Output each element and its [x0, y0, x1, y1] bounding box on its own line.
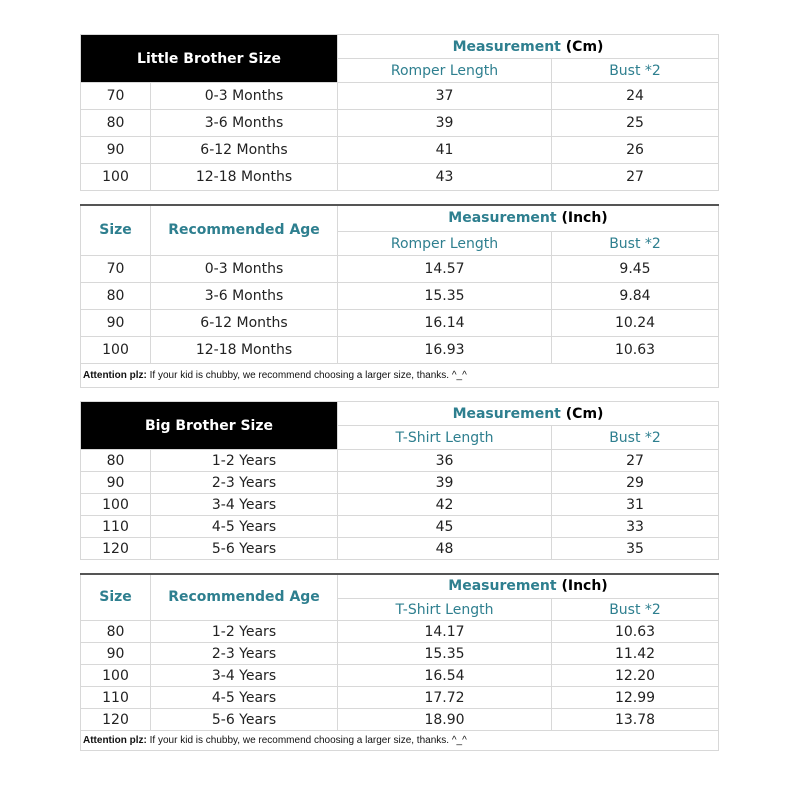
recommended-age-header: Recommended Age	[151, 574, 338, 621]
little-cm-rows	[81, 83, 719, 191]
little-inch-section	[81, 205, 719, 256]
age-cell: 5-6 Years	[151, 538, 338, 560]
bust-cell: 29	[552, 472, 719, 494]
bust-cell: 9.45	[552, 256, 719, 283]
unit-label: (Cm)	[565, 38, 604, 55]
size-cell: 90	[81, 643, 151, 665]
table-row	[81, 538, 719, 560]
table-row	[81, 337, 719, 364]
length-cell: 36	[338, 450, 552, 472]
bust-header: Bust *2	[552, 59, 719, 83]
size-cell: 90	[81, 310, 151, 337]
age-cell: 12-18 Months	[151, 337, 338, 364]
measurement-label: Measurement	[452, 405, 561, 422]
big-cm-rows	[81, 450, 719, 560]
table-row	[81, 643, 719, 665]
little-brother-size-header: Little Brother Size	[81, 35, 338, 83]
size-cell: 100	[81, 164, 151, 191]
table-row	[81, 472, 719, 494]
size-cell: 120	[81, 709, 151, 731]
age-cell: 1-2 Years	[151, 450, 338, 472]
unit-label: (Cm)	[565, 405, 604, 422]
bust-cell: 24	[552, 83, 719, 110]
size-cell: 90	[81, 137, 151, 164]
length-cell: 14.17	[338, 621, 552, 643]
length-cell: 15.35	[338, 643, 552, 665]
age-cell: 3-6 Months	[151, 110, 338, 137]
age-cell: 2-3 Years	[151, 472, 338, 494]
table-row	[81, 310, 719, 337]
spacer	[81, 560, 719, 574]
size-cell: 80	[81, 110, 151, 137]
age-cell: 1-2 Years	[151, 621, 338, 643]
tshirt-length-header: T-Shirt Length	[338, 599, 552, 621]
table-row	[81, 256, 719, 283]
bust-header: Bust *2	[552, 426, 719, 450]
age-cell: 12-18 Months	[151, 164, 338, 191]
age-cell: 6-12 Months	[151, 137, 338, 164]
size-cell: 100	[81, 337, 151, 364]
length-cell: 15.35	[338, 283, 552, 310]
table-row	[81, 137, 719, 164]
length-cell: 43	[338, 164, 552, 191]
attention-note	[81, 364, 719, 388]
spacer	[81, 191, 719, 205]
age-cell: 3-6 Months	[151, 283, 338, 310]
size-cell: 100	[81, 494, 151, 516]
table-row	[81, 164, 719, 191]
table-row	[81, 83, 719, 110]
length-cell: 39	[338, 472, 552, 494]
length-cell: 42	[338, 494, 552, 516]
recommended-age-header: Recommended Age	[151, 205, 338, 256]
size-cell: 100	[81, 665, 151, 687]
bust-cell: 11.42	[552, 643, 719, 665]
length-cell: 39	[338, 110, 552, 137]
size-cell: 90	[81, 472, 151, 494]
little-inch-rows	[81, 256, 719, 364]
age-cell: 0-3 Months	[151, 83, 338, 110]
table-row	[81, 450, 719, 472]
attention-text: If your kid is chubby, we recommend choosing a larger size, thanks. ^_^	[146, 735, 467, 746]
size-cell: 120	[81, 538, 151, 560]
length-cell: 41	[338, 137, 552, 164]
romper-length-header: Romper Length	[338, 59, 552, 83]
size-cell: 80	[81, 283, 151, 310]
size-cell: 110	[81, 516, 151, 538]
length-cell: 16.93	[338, 337, 552, 364]
attention-label: Attention plz:	[83, 735, 147, 746]
measurement-label: Measurement	[448, 578, 557, 595]
length-cell: 18.90	[338, 709, 552, 731]
length-cell: 16.14	[338, 310, 552, 337]
attention-label: Attention plz:	[83, 370, 147, 381]
size-table	[80, 34, 719, 751]
length-cell: 48	[338, 538, 552, 560]
bust-cell: 25	[552, 110, 719, 137]
romper-length-header: Romper Length	[338, 232, 552, 256]
big-brother-size-header: Big Brother Size	[81, 402, 338, 450]
length-cell: 45	[338, 516, 552, 538]
table-row	[81, 665, 719, 687]
bust-cell: 27	[552, 164, 719, 191]
length-cell: 17.72	[338, 687, 552, 709]
age-cell: 4-5 Years	[151, 516, 338, 538]
size-cell: 70	[81, 256, 151, 283]
measurement-label: Measurement	[452, 38, 561, 55]
table-row	[81, 621, 719, 643]
age-cell: 0-3 Months	[151, 256, 338, 283]
spacer	[81, 388, 719, 402]
bust-cell: 10.63	[552, 621, 719, 643]
big-cm-section	[81, 402, 719, 450]
age-cell: 5-6 Years	[151, 709, 338, 731]
size-column-header: Size	[81, 205, 151, 256]
attention-note	[81, 731, 719, 751]
bust-cell: 10.24	[552, 310, 719, 337]
tshirt-length-header: T-Shirt Length	[338, 426, 552, 450]
table-row	[81, 516, 719, 538]
table-row	[81, 494, 719, 516]
bust-cell: 35	[552, 538, 719, 560]
measurement-header	[338, 402, 719, 426]
bust-cell: 12.99	[552, 687, 719, 709]
length-cell: 16.54	[338, 665, 552, 687]
table-row	[81, 110, 719, 137]
measurement-header	[338, 35, 719, 59]
bust-cell: 13.78	[552, 709, 719, 731]
bust-header: Bust *2	[552, 232, 719, 256]
size-chart	[80, 34, 718, 751]
size-cell: 70	[81, 83, 151, 110]
bust-cell: 33	[552, 516, 719, 538]
table-row	[81, 709, 719, 731]
bust-cell: 12.20	[552, 665, 719, 687]
unit-label: (Inch)	[561, 210, 608, 227]
age-cell: 6-12 Months	[151, 310, 338, 337]
table-row	[81, 283, 719, 310]
bust-cell: 10.63	[552, 337, 719, 364]
age-cell: 4-5 Years	[151, 687, 338, 709]
bust-cell: 9.84	[552, 283, 719, 310]
measurement-label: Measurement	[448, 210, 557, 227]
attention-text: If your kid is chubby, we recommend choosing a larger size, thanks. ^_^	[146, 370, 467, 381]
size-cell: 80	[81, 450, 151, 472]
bust-header: Bust *2	[552, 599, 719, 621]
measurement-header	[338, 574, 719, 599]
length-cell: 37	[338, 83, 552, 110]
size-column-header: Size	[81, 574, 151, 621]
table-row	[81, 687, 719, 709]
bust-cell: 26	[552, 137, 719, 164]
age-cell: 3-4 Years	[151, 665, 338, 687]
size-cell: 80	[81, 621, 151, 643]
length-cell: 14.57	[338, 256, 552, 283]
unit-label: (Inch)	[561, 578, 608, 595]
size-cell: 110	[81, 687, 151, 709]
measurement-header	[338, 205, 719, 232]
little-cm-section	[81, 35, 719, 83]
big-inch-rows	[81, 621, 719, 731]
age-cell: 2-3 Years	[151, 643, 338, 665]
bust-cell: 27	[552, 450, 719, 472]
big-inch-section	[81, 574, 719, 621]
age-cell: 3-4 Years	[151, 494, 338, 516]
bust-cell: 31	[552, 494, 719, 516]
